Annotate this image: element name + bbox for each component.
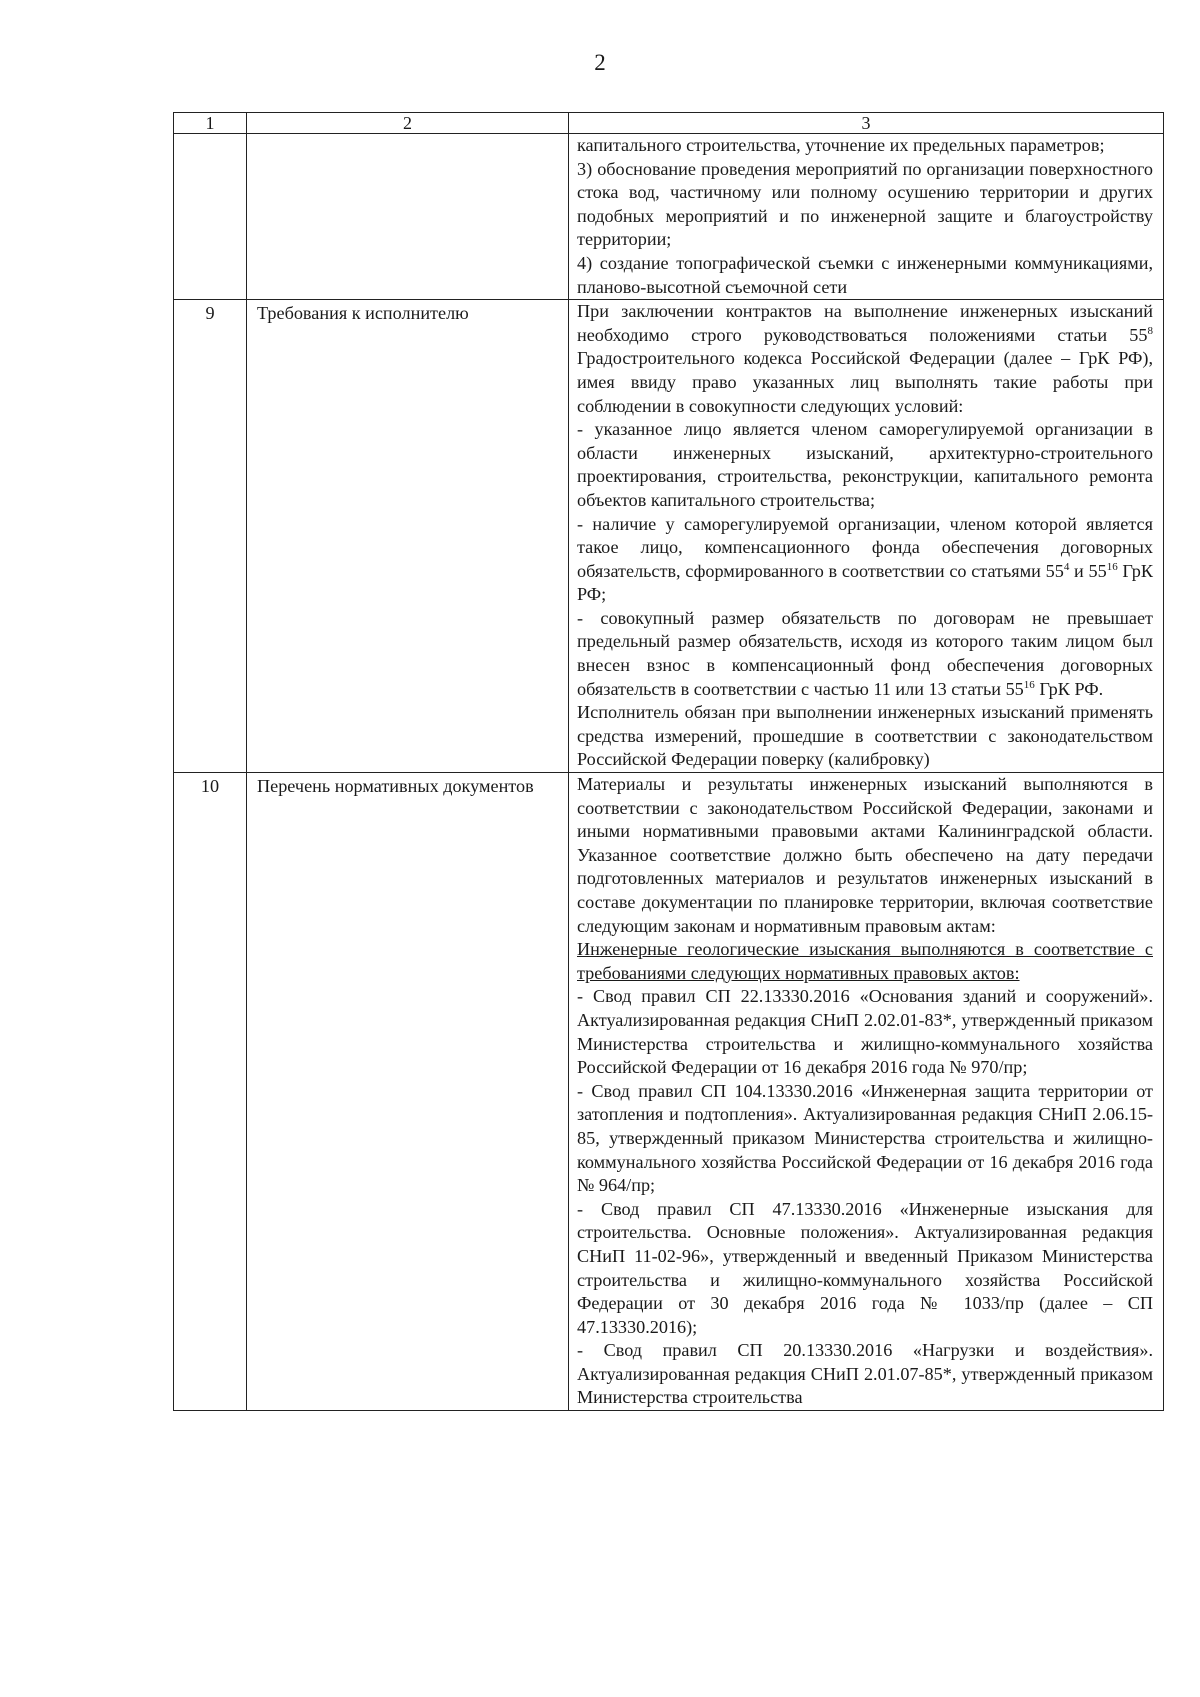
row-label-cell	[247, 134, 569, 300]
page-number: 2	[594, 50, 606, 75]
row-number-cell	[174, 134, 247, 300]
paragraph: 3) обоснование проведения мероприятий по организации поверхностного стока вод, частичному или полному осушению территории и других подобных мероприятий и по инженерной защите и благоустройству территории;	[577, 158, 1153, 250]
paragraph: Исполнитель обязан при выполнении инженерных изысканий применять средства измерений, прошедшие в соответствии с законодательством Российской Федерации поверку (калибровку)	[577, 702, 1153, 770]
requirements-table	[173, 112, 1164, 1411]
underlined-heading: Инженерные геологические изыскания выполняются в соответствие с требованиями следующих нормативных правовых актов:	[577, 939, 1153, 983]
row-number: 9	[174, 300, 247, 773]
row-number: 10	[174, 773, 247, 1411]
paragraph: - Свод правил СП 22.13330.2016 «Основания зданий и сооружений». Актуализированная редакция СНиП 2.02.01-83*, утвержденный приказом Министерства строительства и жилищно-коммунального хозяйства Российской Федерации от 16 декабря 2016 года № 970/пр;	[577, 986, 1153, 1078]
row-label: Перечень нормативных документов	[247, 773, 569, 1411]
row-content-cell	[569, 300, 1164, 773]
table-row-9	[174, 300, 1164, 773]
row-content-cell	[569, 773, 1164, 1411]
paragraph: - Свод правил СП 20.13330.2016 «Нагрузки и воздействия». Актуализированная редакция СНиП 2.01.07-85*, утвержденный приказом Министерства строительства	[577, 1340, 1153, 1408]
paragraph: - наличие у саморегулируемой организации, членом которой является такое лицо, компенсационного фонда обеспечения договорных обязательств, сформированного в соответствии со статьями $55^4$ и $55^{16}$ ГрК РФ;	[577, 513, 1154, 605]
header-cell-3: 3	[569, 113, 1164, 134]
table-row-continuation	[174, 134, 1164, 300]
paragraph: Материалы и результаты инженерных изысканий выполняются в соответствии с законодательством Российской Федерации, законами и иными нормативными правовыми актами Калининградской области. Указанное соответствие должно быть обеспечено на дату передачи подготовленных материалов и результатов инженерных изысканий в составе документации по планировке территории, включая соответствие следующим законам и нормативным правовым актам:	[577, 774, 1153, 936]
row-content-cell	[569, 134, 1164, 300]
paragraph: При заключении контрактов на выполнение инженерных изысканий необходимо строго руководствоваться положениями статьи $55^8$ Градостроительного кодекса Российской Федерации (далее – ГрК РФ), имея ввиду право указанных лиц выполнять такие работы при соблюдении в совокупности следующих условий:	[577, 301, 1153, 416]
header-cell-1: 1	[174, 113, 247, 134]
paragraph: - Свод правил СП 47.13330.2016 «Инженерные изыскания для строительства. Основные положения». Актуализированная редакция СНиП 11-02-96», утвержденный и введенный Приказом Министерства строительства и жилищно-коммунального хозяйства Российской Федерации от 30 декабря 2016 года № 1033/пр (далее – СП 47.13330.2016);	[577, 1198, 1153, 1337]
paragraph: капитального строительства, уточнение их предельных параметров;	[577, 135, 1105, 155]
table-row-10	[174, 773, 1164, 1411]
row-label: Требования к исполнителю	[247, 300, 569, 773]
paragraph: - указанное лицо является членом саморегулируемой организации в области инженерных изысканий, архитектурно-строительного проектирования, строительства, реконструкции, капитального ремонта объектов капитального строительства;	[577, 419, 1153, 510]
paragraph: - совокупный размер обязательств по договорам не превышает предельный размер обязательств, исходя из которого таким лицом был внесен взнос в компенсационный фонд обеспечения договорных обязательств в соответствии с частью 11 или 13 статьи $55^{16}$ ГрК РФ.	[577, 607, 1153, 699]
paragraph: - Свод правил СП 104.13330.2016 «Инженерная защита территории от затопления и подтопления». Актуализированная редакция СНиП 2.06.15-85, утвержденный приказом Министерства строительства и жилищно-коммунального хозяйства Российской Федерации от 16 декабря 2016 года № 964/пр;	[577, 1080, 1153, 1196]
header-cell-2: 2	[247, 113, 569, 134]
table-header-row	[174, 113, 1164, 134]
paragraph: 4) создание топографической съемки с инженерными коммуникациями, планово-высотной съемочной сети	[577, 252, 1153, 297]
